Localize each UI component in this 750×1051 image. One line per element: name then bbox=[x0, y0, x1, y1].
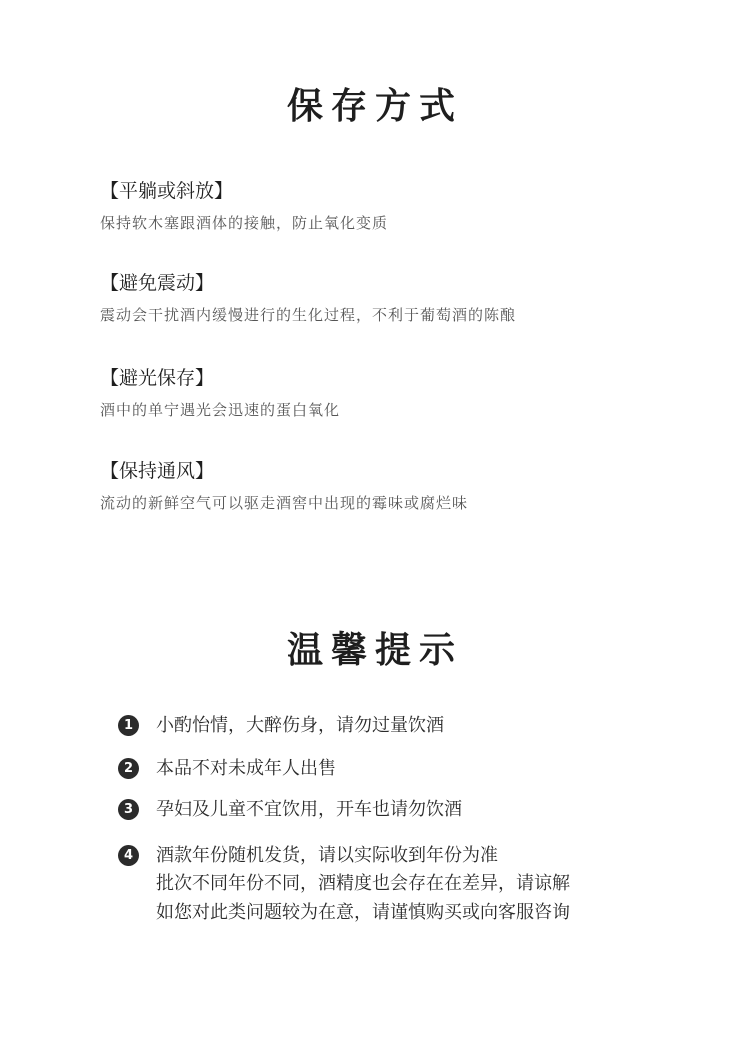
storage-item-desc: 流动的新鲜空气可以驱走酒窖中出现的霉味或腐烂味 bbox=[100, 494, 469, 512]
storage-title: 保存方式 bbox=[286, 85, 463, 127]
storage-item-avoid-vibration bbox=[100, 270, 700, 326]
tip-text: 本品不对未成年人出售 bbox=[156, 758, 336, 779]
tip-text: 孕妇及儿童不宜饮用，开车也请勿饮酒 bbox=[156, 799, 462, 820]
storage-item-desc: 震动会干扰酒内缓慢进行的生化过程，不利于葡萄酒的陈酿 bbox=[100, 306, 517, 324]
tip-text: 小酌怡情，大醉伤身，请勿过量饮酒 bbox=[156, 715, 444, 736]
storage-item-lay-flat bbox=[100, 178, 700, 234]
storage-item-heading: 【保持通风】 bbox=[100, 460, 215, 482]
storage-item-heading: 【平躺或斜放】 bbox=[100, 180, 234, 202]
storage-item-heading: 【避免震动】 bbox=[100, 272, 215, 294]
number-badge-icon: 4 bbox=[118, 845, 139, 866]
number-badge-icon: 2 bbox=[118, 758, 139, 779]
storage-item-heading: 【避光保存】 bbox=[100, 367, 215, 389]
storage-item-avoid-light bbox=[100, 365, 700, 421]
number-badge-icon: 3 bbox=[118, 799, 139, 820]
tips-title: 温馨提示 bbox=[286, 629, 463, 671]
storage-item-ventilation bbox=[100, 458, 700, 514]
storage-item-desc: 保持软木塞跟酒体的接触，防止氧化变质 bbox=[100, 214, 389, 232]
tip-text: 酒款年份随机发货，请以实际收到年份为准 bbox=[156, 845, 498, 866]
tip-text-continued: 批次不同年份不同，酒精度也会存在在差异，请谅解 bbox=[156, 873, 570, 894]
tip-text-continued: 如您对此类问题较为在意，请谨慎购买或向客服咨询 bbox=[156, 902, 570, 923]
storage-item-desc: 酒中的单宁遇光会迅速的蛋白氧化 bbox=[100, 401, 341, 419]
number-badge-icon: 1 bbox=[118, 715, 139, 736]
